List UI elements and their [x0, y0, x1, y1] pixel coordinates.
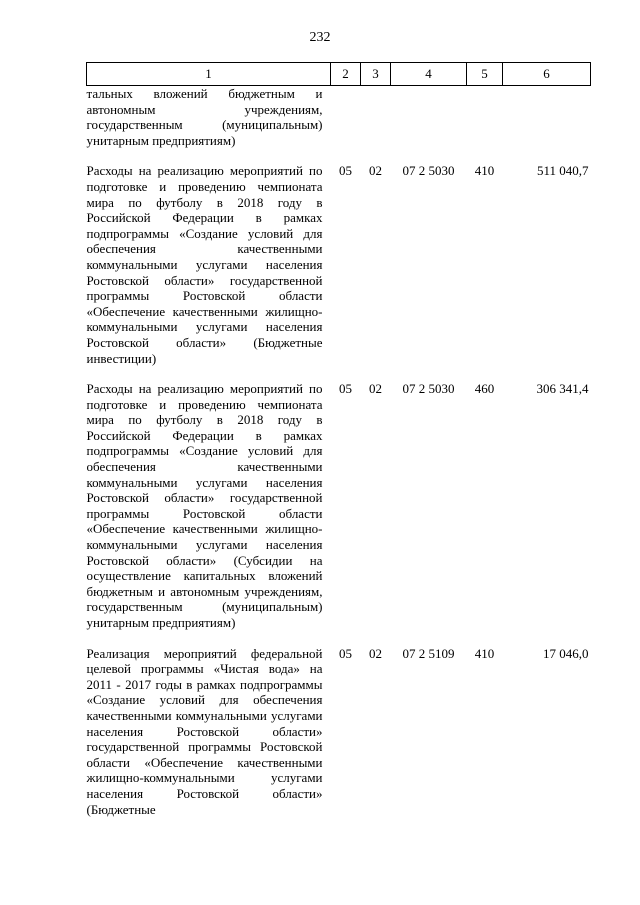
row-amount [503, 86, 591, 164]
row-expense-type: 410 [474, 645, 495, 661]
row-subsection: 02 [369, 163, 382, 179]
table-row [87, 86, 591, 164]
row-expense-type: 410 [474, 163, 495, 179]
header-col-6: 6 [503, 63, 591, 86]
row-amount: 306 341,4 [536, 381, 589, 397]
row-target-code [391, 86, 467, 164]
row-expense-type [467, 86, 503, 164]
row-target-code: 07 2 5030 [402, 163, 455, 179]
header-col-5: 5 [467, 63, 503, 86]
table-row [87, 163, 591, 381]
row-section [331, 86, 361, 164]
header-col-4: 4 [391, 63, 467, 86]
row-description: тальных вложений бюджетным и автономным учреждениям, государственным (муниципальным) унитарным предприятиям) [86, 86, 323, 148]
row-subsection: 02 [369, 645, 382, 661]
row-section: 05 [339, 163, 352, 179]
header-col-3: 3 [361, 63, 391, 86]
row-target-code: 07 2 5030 [402, 381, 455, 397]
header-col-2: 2 [331, 63, 361, 86]
row-section: 05 [339, 381, 352, 397]
table-row [87, 646, 591, 818]
header-col-1: 1 [87, 63, 331, 86]
table-header [87, 63, 591, 86]
row-section: 05 [339, 645, 352, 661]
row-target-code: 07 2 5109 [402, 645, 455, 661]
row-expense-type: 460 [474, 381, 495, 397]
row-subsection: 02 [369, 381, 382, 397]
page-number: 232 [309, 30, 331, 45]
table-row [87, 381, 591, 646]
row-amount: 17 046,0 [543, 645, 589, 661]
row-description: Расходы на реализацию мероприятий по подготовке и проведению чемпионата мира по футболу в 2018 году в Российской Федерации в рамках подпрограммы «Создание условий для обеспечения качественными коммунальными услугами населения Ростовской области» государственной программы Ростовской области «Обеспечение качественными жилищно-коммунальными услугами населения Ростовской области» (Субсидии на осуществление капитальных вложений бюджетным и автономным учреждениям, государственным (муниципальным) унитарным предприятиям) [86, 381, 323, 630]
row-description: Расходы на реализацию мероприятий по подготовке и проведению чемпионата мира по футболу в 2018 году в Российской Федерации в рамках подпрограммы «Создание условий для обеспечения качественными коммунальными услугами населения Ростовской области» государственной программы Ростовской области «Обеспечение качественными жилищно-коммунальными услугами населения Ростовской области» (Бюджетные инвестиции) [86, 163, 323, 366]
row-subsection [361, 86, 391, 164]
budget-table [86, 62, 591, 817]
row-description: Реализация мероприятий федеральной целевой программы «Чистая вода» на 2011 - 2017 годы в рамках подпрограммы «Создание условий для обеспечения качественными коммунальными услугами населения Ростовской области» государственной программы Ростовской области «Обеспечение качественными жилищно-коммунальными услугами населения Ростовской области» (Бюджетные [86, 645, 323, 817]
row-amount: 511 040,7 [536, 163, 589, 179]
